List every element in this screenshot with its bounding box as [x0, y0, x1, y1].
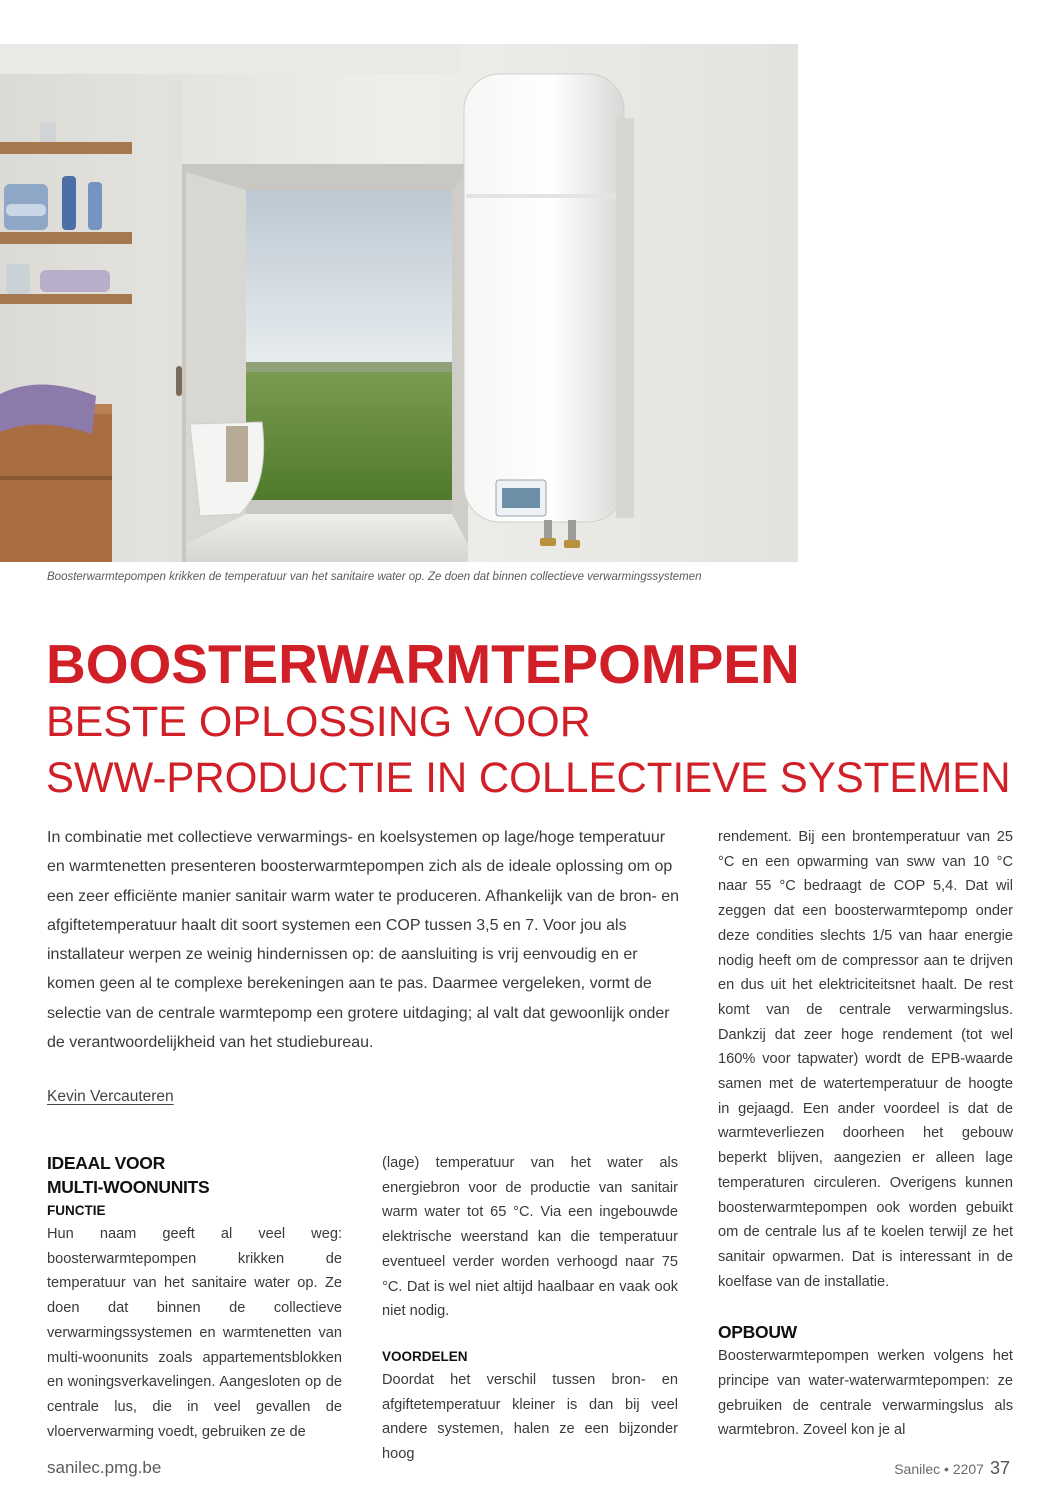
article-subtitle-line-2: SWW-PRODUCTIE IN COLLECTIEVE SYSTEMEN	[46, 754, 1011, 802]
section-heading-line-2: MULTI-WOONUNITS	[47, 1177, 210, 1197]
body-text-opbouw: Boosterwarmtepompen werken volgens het principe van water-waterwarmtepompen: ze gebruiken de centrale verwarmingslus als warmtebron. Zoveel kon je al	[718, 1348, 1013, 1439]
author-link[interactable]: Kevin Vercauteren	[47, 1088, 174, 1105]
body-text-voordelen-2: rendement. Bij een brontemperatuur van 25 °C en een opwarming van sww van 10 °C naar 55 °C bedraagt de COP 5,4. Dat wil zeggen dat een boosterwarmtepomp onder deze condities slechts 1/5 van haar energie nodig heeft om de compressor aan te drijven en dus uit het elektriciteitsnet haalt. De rest komt van de centrale verwarmingslus. Dankzij dat zeer hoge rendement (tot wel 160% voor tapwater) wordt de EPB-waarde samen met de watertemperatuur de hoogte in gejaagd. Een ander voordeel is dat de warmteverliezen doorheen het gebouw beperkt blijven, aangezien er alleen lage temperaturen circuleren. Overigens kunnen boosterwarmtepompen ook worden gebuikt om de centrale lus af te koelen terwijl ze het sanitair opwarmen. Dat is interessant in de koelfase van de installatie.	[718, 829, 1013, 1290]
issue-label: Sanilec • 2207	[894, 1461, 984, 1477]
column-middle	[382, 1151, 678, 1467]
article-subtitle-line-1: BESTE OPLOSSING VOOR	[46, 698, 591, 746]
body-text-functie-2: (lage) temperatuur van het water als energiebron voor de productie van sanitair warm water tot 65 °C. Via een ingebouwde elektrische weerstand kan die temperatuur eventueel verder worden verhoogd naar 75 °C. Dat is wel niet altijd haalbaar en vaak ook niet nodig.	[382, 1155, 678, 1320]
article-title: BOOSTERWARMTEPOMPEN	[46, 633, 800, 695]
column-right	[718, 825, 1013, 1443]
column-left	[47, 1151, 342, 1444]
section-heading-opbouw: OPBOUW	[718, 1322, 797, 1343]
section-heading-line-1: IDEAAL VOOR	[47, 1153, 165, 1173]
page-footer	[894, 1458, 1010, 1479]
photo-caption: Boosterwarmtepompen krikken de temperatuur van het sanitaire water op. Ze doen dat binnen collectieve verwarmingssystemen	[47, 571, 702, 583]
article-photo	[0, 44, 798, 562]
body-text-voordelen-1: Doordat het verschil tussen bron- en afgiftetemperatuur kleiner is dan bij veel andere systemen, halen ze een bijzonder hoog	[382, 1371, 678, 1463]
page-number: 37	[989, 1458, 1010, 1478]
subheading-voordelen: VOORDELEN	[382, 1348, 468, 1364]
intro-paragraph: In combinatie met collectieve verwarmings- en koelsystemen op lage/hoge temperatuur en warmtenetten presenteren boosterwarmtepompen zich als de ideale oplossing om op een zeer efficiënte manier sanitair warm water te produceren. Afhankelijk van de bron- en afgiftetemperatuur haalt dit soort systemen een COP tussen 3,5 en 7. Voor jou als installateur werpen ze weinig hindernissen op: de aansluiting is vrij eenvoudig en er komen geen al te complexe berekeningen aan te pas. Daarmee vergeleken, vormt de selectie van de centrale warmtepomp een grotere uitdaging; al valt dat gewoonlijk onder de verantwoordelijkheid van het studiebureau.	[47, 829, 680, 1052]
body-text-functie-1: Hun naam geeft al veel weg: boosterwarmtepompen krikken de temperatuur van het sanitaire water op. Ze doen dat binnen de collectieve verwarmingssystemen en warmtenetten van multi-woonunits zoals appartementsblokken en woningsverkavelingen. Aangesloten op de centrale lus, die in veel gevallen de vloerverwarming voedt, gebruiken ze de	[47, 1226, 342, 1440]
subheading-functie: FUNCTIE	[47, 1203, 106, 1218]
website-link[interactable]: sanilec.pmg.be	[47, 1458, 162, 1477]
